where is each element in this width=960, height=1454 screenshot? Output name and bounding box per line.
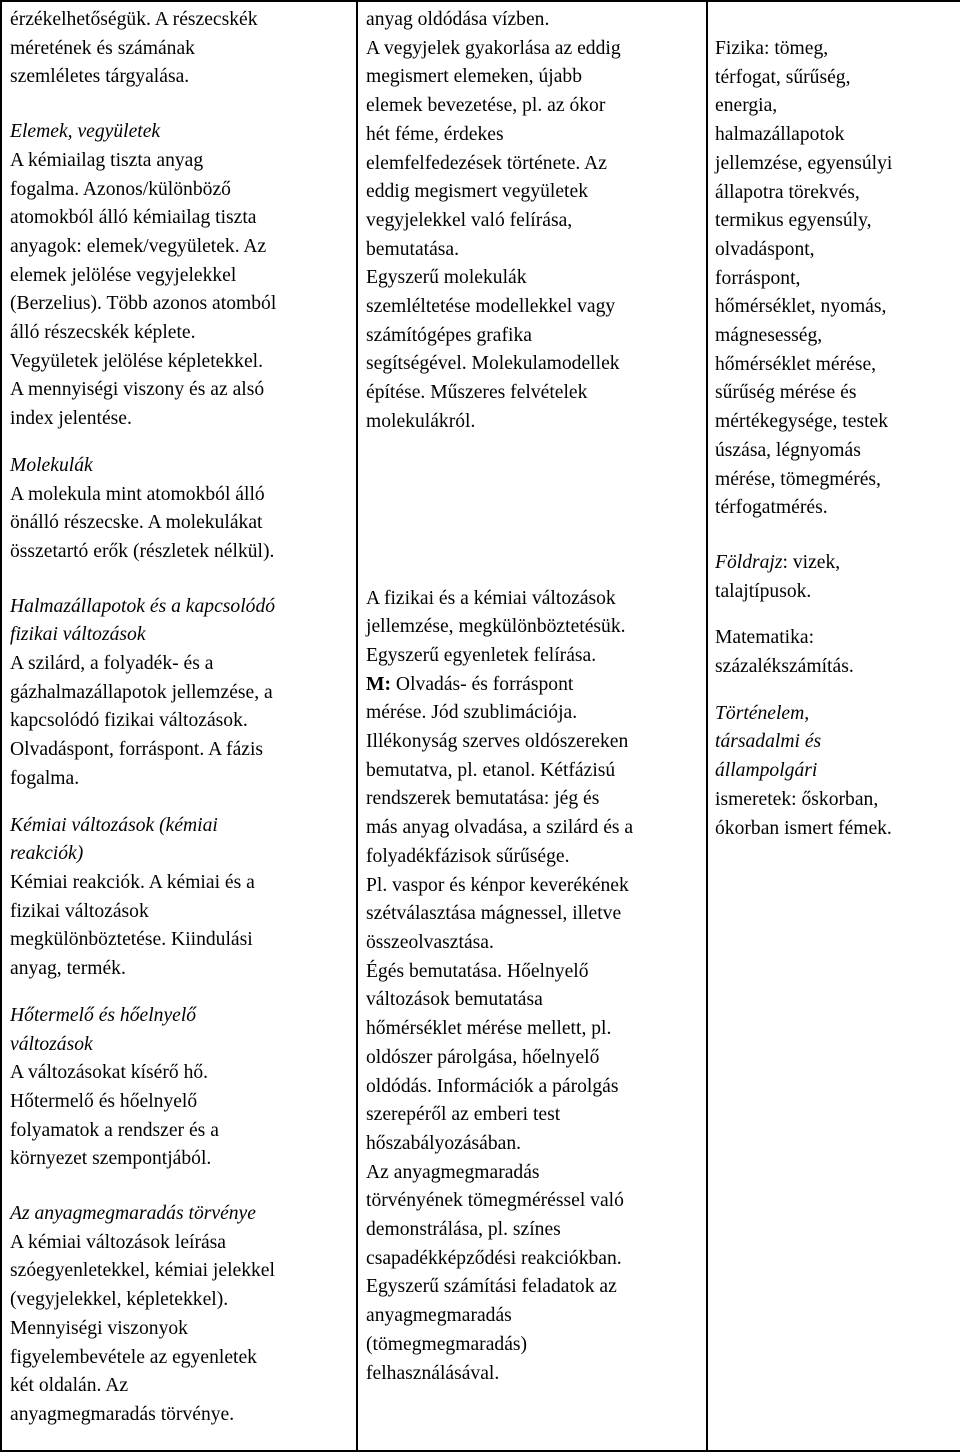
activity-cell (358, 2, 706, 1388)
text-line: folyadékfázisok sűrűsége. (366, 845, 570, 867)
text-line: index jelentése. (10, 408, 132, 430)
text-line: Pl. vaspor és kénpor keverékének (366, 874, 629, 896)
text-line: (tömegmegmaradás) (366, 1333, 528, 1355)
content-column (1, 1, 357, 1451)
text-line: bemutatva, pl. etanol. Kétfázisú (366, 759, 616, 781)
text-line: hőszabályozásában. (366, 1132, 522, 1154)
text-line: szemléletes tárgyalása. (10, 66, 190, 88)
text-line: Égés bemutatása. Hőelnyelő (366, 960, 589, 982)
text-line: érzékelhetőségük. A részecskék (10, 9, 258, 30)
text-line: csapadékképződési reakciókban. (366, 1247, 622, 1269)
text-line: kapcsolódó fizikai változások. (10, 710, 248, 732)
text-line: atomokból álló kémiailag tiszta (10, 207, 257, 229)
text-line: úszása, légnyomás (715, 439, 861, 461)
section-heading-kemiai: Kémiai változások (kémiai (10, 814, 218, 836)
text-line: anyagmegmaradás (366, 1305, 512, 1327)
text-line: anyagmegmaradás törvénye. (10, 1403, 235, 1425)
text-line: jellemzése, egyensúlyi (715, 152, 893, 174)
section-heading-halmaz: Halmazállapotok és a kapcsolódó (10, 595, 276, 617)
text-line: hőmérséklet mérése, (715, 353, 877, 375)
text-line: figyelembevétele az egyenletek (10, 1346, 257, 1368)
text-line: más anyag olvadása, a szilárd és a (366, 817, 634, 839)
text-line: A kémiailag tiszta anyag (10, 149, 204, 171)
text-line: oldódás. Információk a párolgás (366, 1075, 619, 1097)
text-line: Illékonyság szerves oldószereken (366, 731, 629, 753)
text-line: mérése, tömegmérés, (715, 468, 881, 490)
text-line: méretének és számának (10, 37, 195, 59)
text-line: A molekula mint atomokból álló (10, 483, 265, 505)
text-line: százalékszámítás. (715, 656, 854, 678)
text-line: mágnesesség, (715, 325, 823, 347)
text-line: demonstrálása, pl. színes (366, 1219, 561, 1241)
text-line: összeolvasztása. (366, 931, 494, 953)
text-line: A fizikai és a kémiai változások (366, 587, 616, 609)
text-line: Fizika: tömeg, (715, 38, 829, 59)
text-line: Hőtermelő és hőelnyelő (10, 1090, 198, 1112)
text-line: törvényének tömegméréssel való (366, 1190, 624, 1212)
text-line: Egyszerű egyenletek felírása. (366, 644, 597, 666)
text-line: Kémiai reakciók. A kémiai és a (10, 871, 255, 893)
text-line: Egyszerű molekulák (366, 267, 527, 289)
text-line: gázhalmazállapotok jellemzése, a (10, 681, 273, 703)
text-line: segítségével. Molekulamodellek (366, 353, 620, 375)
text-line: ókorban ismert fémek. (715, 817, 892, 839)
text-line: környezet szempontjából. (10, 1148, 212, 1170)
text-line: Egyszerű számítási feladatok az (366, 1276, 617, 1298)
text-line: fogalma. (10, 767, 80, 789)
text-line: vegyjelekkel való felírása, (366, 209, 573, 231)
text-line: számítógépes grafika (366, 324, 532, 346)
text-line: változások bemutatása (366, 989, 543, 1011)
text-line: elemfelfedezések története. Az (366, 152, 607, 174)
text-line: A mennyiségi viszony és az alsó (10, 379, 265, 401)
text-line: A változásokat kísérő hő. (10, 1062, 209, 1084)
subject-tortenelem: Történelem, (715, 702, 810, 724)
text-line: álló részecskék képlete. (10, 322, 196, 344)
section-heading-elemek: Elemek, vegyületek (10, 121, 161, 143)
m-label: M: (366, 673, 392, 695)
text-line: folyamatok a rendszer és a (10, 1119, 219, 1141)
text-line: Az anyagmegmaradás (366, 1161, 540, 1183)
text-line: oldószer párolgása, hőelnyelő (366, 1046, 600, 1068)
section-heading-molekulak: Molekulák (10, 454, 93, 476)
section-heading-hotermelo: változások (10, 1033, 93, 1055)
text-line: termikus egyensúly, (715, 210, 872, 232)
text-line: (vegyjelekkel, képletekkel). (10, 1289, 229, 1311)
foldrajz-text: : vizek, (782, 551, 841, 573)
text-line: szerepéről az emberi test (366, 1104, 561, 1126)
text-line: Vegyületek jelölése képletekkel. (10, 350, 263, 372)
text-line: mérése. Jód szublimációja. (366, 702, 578, 724)
connections-cell (708, 2, 960, 843)
text-line: A kémiai változások leírása (10, 1231, 226, 1253)
text-line: Mennyiségi viszonyok (10, 1317, 188, 1339)
text-line: térfogatmérés. (715, 497, 828, 519)
text-line: szemléltetése modellekkel vagy (366, 296, 616, 318)
text-line: anyag oldódása vízben. (366, 9, 550, 30)
text-line: molekulákról. (366, 410, 476, 432)
text-line: halmazállapotok (715, 124, 845, 146)
activity-column (357, 1, 707, 1451)
text-line: két oldalán. Az (10, 1375, 129, 1397)
text-line: elemek bevezetése, pl. az ókor (366, 95, 606, 117)
text-line: mértékegysége, testek (715, 411, 889, 433)
text-line: Olvadáspont, forráspont. A fázis (10, 739, 264, 761)
text-line: (Berzelius). Több azonos atomból (10, 293, 277, 315)
subject-tortenelem: állampolgári (715, 760, 818, 782)
text-line: állapotra törekvés, (715, 181, 860, 203)
text-line: sűrűség mérése és (715, 382, 857, 404)
text-line: A vegyjelek gyakorlása az eddig (366, 37, 621, 59)
text-line: A szilárd, a folyadék- és a (10, 653, 214, 675)
text-line: jellemzése, megkülönböztetésük. (366, 616, 626, 638)
text-line: hét féme, érdekes (366, 123, 504, 145)
text-line (715, 549, 960, 578)
text-line: energia, (715, 95, 778, 117)
subject-tortenelem: társadalmi és (715, 731, 822, 753)
text-line: anyag, termék. (10, 958, 126, 980)
subject-foldrajz: Földrajz (715, 551, 783, 573)
text-line: fogalma. Azonos/különböző (10, 178, 231, 200)
text-line: olvadáspont, (715, 238, 815, 260)
connections-column (707, 1, 960, 1451)
text-line: forráspont, (715, 267, 801, 289)
text-line: hőmérséklet mérése mellett, pl. (366, 1018, 612, 1040)
text-line: megkülönböztetése. Kiindulási (10, 929, 253, 951)
text-line: fizikai változások (10, 900, 149, 922)
section-heading-halmaz: fizikai változások (10, 624, 146, 646)
text-line: felhasználásával. (366, 1362, 500, 1384)
text-line: összetartó erők (részletek nélkül). (10, 540, 275, 562)
text-line: építése. Műszeres felvételek (366, 382, 588, 404)
table-row (1, 1, 960, 1451)
text-line: hőmérséklet, nyomás, (715, 296, 887, 318)
text-line: elemek jelölése vegyjelekkel (10, 264, 237, 286)
text-line: talajtípusok. (715, 580, 812, 602)
text-line: bemutatása. (366, 238, 460, 260)
text-line (366, 671, 702, 700)
text-line: eddig megismert vegyületek (366, 181, 588, 203)
text-line: rendszerek bemutatása: jég és (366, 788, 600, 810)
section-heading-kemiai: reakciók) (10, 843, 84, 865)
text-line: megismert elemeken, újabb (366, 66, 583, 88)
section-heading-hotermelo: Hőtermelő és hőelnyelő (10, 1004, 197, 1026)
content-cell (2, 2, 356, 1430)
text-line: térfogat, sűrűség, (715, 66, 851, 88)
text-line: ismeretek: őskorban, (715, 788, 879, 810)
m-text: Olvadás- és forráspont (391, 673, 574, 695)
text-line: önálló részecske. A molekulákat (10, 512, 263, 534)
text-line: Matematika: (715, 627, 815, 649)
text-line: szétválasztása mágnessel, illetve (366, 903, 622, 925)
text-line: anyagok: elemek/vegyületek. Az (10, 235, 267, 257)
section-heading-anyagmegmaradas: Az anyagmegmaradás törvénye (10, 1203, 256, 1225)
text-line: szóegyenletekkel, kémiai jelekkel (10, 1260, 275, 1282)
